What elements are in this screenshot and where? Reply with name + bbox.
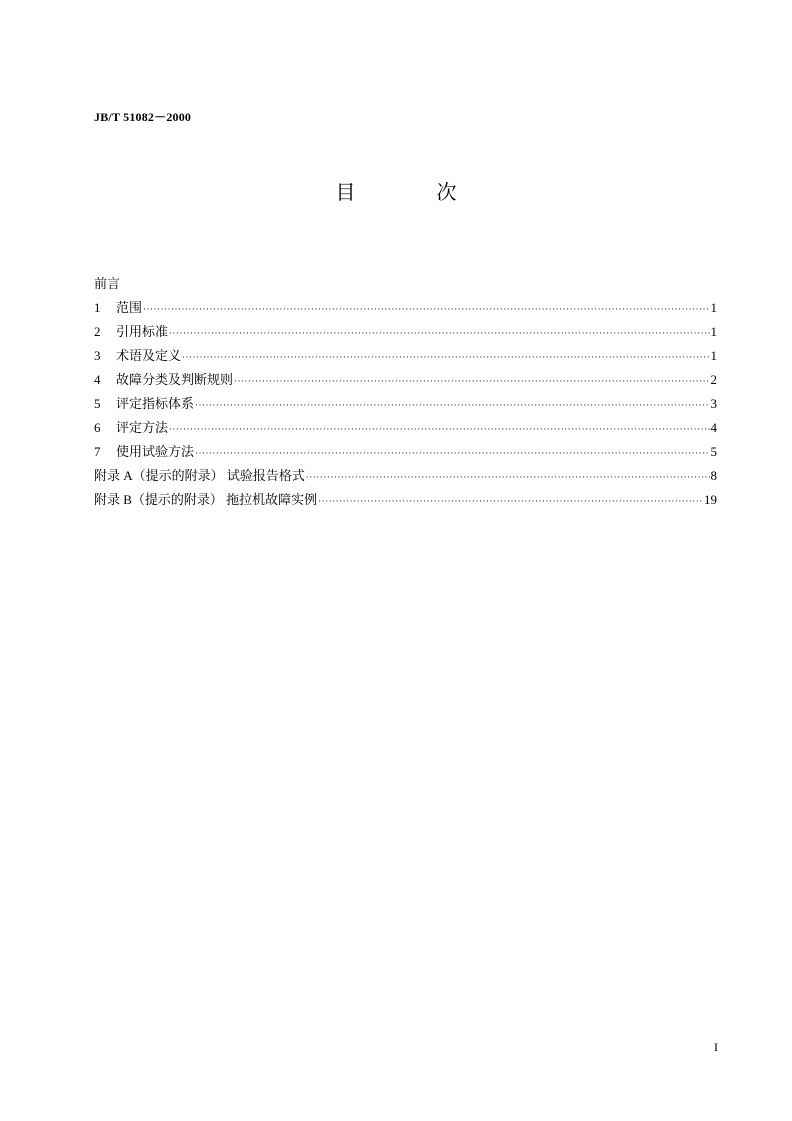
toc-entry[interactable]: [94, 416, 717, 440]
toc-entry-label: 评定方法: [116, 420, 169, 435]
toc-entry-page: 19: [704, 492, 717, 507]
toc-entry-page: 8: [710, 468, 717, 483]
toc-entry-page: 5: [710, 444, 717, 459]
toc-leader-dots: [195, 441, 709, 465]
toc-entry-number: 2: [94, 324, 101, 339]
toc-leader-dots: [143, 297, 709, 321]
toc-leader-dots: [195, 393, 709, 417]
toc-entry[interactable]: [94, 368, 717, 392]
toc-entry-number: 6: [94, 420, 101, 435]
toc-leader-dots: [169, 417, 709, 441]
toc-leader-dots: [234, 369, 709, 393]
toc-leader-dots: [169, 321, 709, 345]
toc-entry-number: 7: [94, 444, 101, 459]
toc-entry-label: 术语及定义: [116, 348, 182, 363]
toc-entry[interactable]: [94, 392, 717, 416]
toc-entry-page: 1: [710, 324, 717, 339]
toc-entry-number: 4: [94, 372, 101, 387]
toc-entry[interactable]: [94, 320, 717, 344]
standard-code: JB/T 51082－2000: [94, 110, 192, 124]
toc-entry-label: 故障分类及判断规则: [116, 372, 234, 387]
toc-entry[interactable]: [94, 296, 717, 320]
toc-entry-number: 3: [94, 348, 101, 363]
toc-entry-page: 1: [710, 300, 717, 315]
toc-entry-label: 使用试验方法: [116, 444, 195, 459]
toc-entry-label: 引用标准: [116, 324, 169, 339]
toc-title: 目 次: [335, 182, 495, 204]
toc-entry-page: 4: [710, 420, 717, 435]
toc-leader-dots: [306, 465, 710, 489]
toc-entry-label: 范围: [116, 300, 143, 315]
toc-entry-label: 评定指标体系: [116, 396, 195, 411]
toc-entry[interactable]: [94, 344, 717, 368]
toc-entry-label: 附录 A（提示的附录） 试验报告格式: [94, 468, 305, 483]
toc-entry-page: 1: [710, 348, 717, 363]
toc-entry-page: 2: [710, 372, 717, 387]
toc-entry-appendix-b[interactable]: [94, 488, 717, 512]
toc-entry-foreword[interactable]: 前言: [94, 276, 121, 291]
table-of-contents: [94, 272, 717, 512]
toc-entry-number: 1: [94, 300, 101, 315]
toc-entry-page: 3: [710, 396, 717, 411]
toc-leader-dots: [182, 345, 709, 369]
toc-entry-appendix-a[interactable]: [94, 464, 717, 488]
toc-entry-label: 附录 B（提示的附录） 拖拉机故障实例: [94, 492, 318, 507]
toc-entry[interactable]: [94, 440, 717, 464]
toc-entry-number: 5: [94, 396, 101, 411]
page-number: I: [714, 1040, 718, 1054]
toc-leader-dots: [318, 489, 703, 513]
